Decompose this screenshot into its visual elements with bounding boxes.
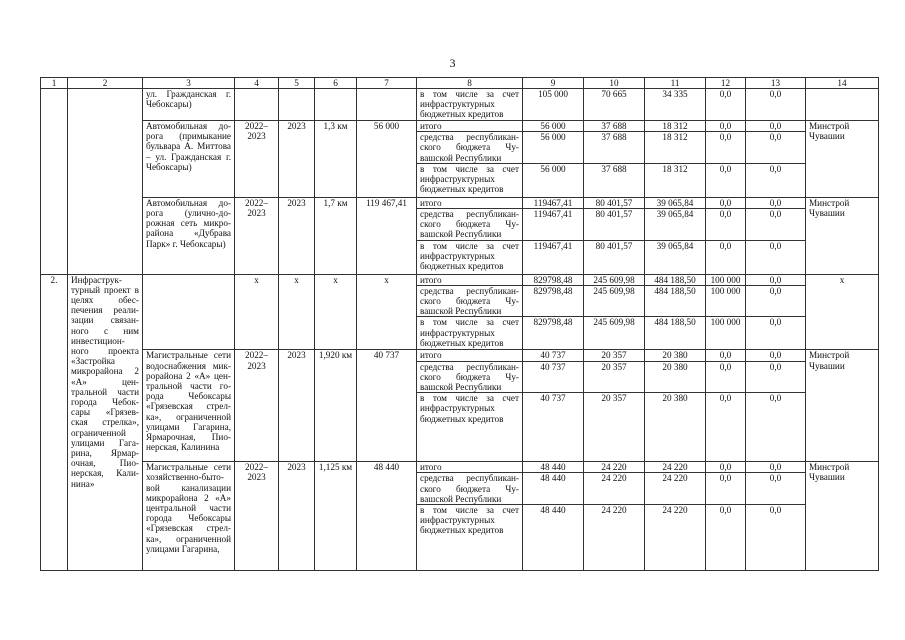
value-cell: 0,0 — [746, 163, 806, 197]
value-cell: 0,0 — [746, 274, 806, 285]
project-cell: Инфраструк-турный проект в целях обес-печения реали-зации связан-ного с ним инвестицион-ного проекта «Застройка микрорайона 2 «А» цен-тральной части города Чебок-сары «Грязев-ская стрелка», ограниченной улицами Гага-рина, Ярмар-очная, Пио-нерская, Кали-нина» — [68, 274, 143, 570]
value-cell: 56 000 — [523, 163, 584, 197]
value-cell: 245 609,98 — [584, 317, 645, 350]
value-cell: 0,0 — [706, 89, 746, 121]
funding-label: средства республикан-ского бюджета Чу-вашской Республики — [417, 473, 523, 505]
funding-label: в том числе за счет инфраструктурных бюджетных кредитов — [417, 505, 523, 571]
value-cell: 20 357 — [584, 350, 645, 361]
value-cell: 100 000 — [706, 285, 746, 317]
value-cell: 20 380 — [645, 350, 706, 361]
executor-cell: Минстрой Чувашии — [806, 121, 879, 198]
period-cell: x — [235, 274, 279, 350]
value-cell: 80 401,57 — [584, 240, 645, 274]
table-row — [41, 121, 879, 132]
value-cell: 0,0 — [706, 132, 746, 164]
value-cell: 18 312 — [645, 163, 706, 197]
value-cell: 0,0 — [706, 393, 746, 462]
cost-cell: 40 737 — [357, 350, 417, 462]
table-row — [41, 462, 879, 473]
value-cell: 0,0 — [746, 350, 806, 361]
period-cell: 2022–2023 — [235, 462, 279, 571]
funding-label: итого — [417, 197, 523, 208]
funding-label: итого — [417, 462, 523, 473]
value-cell: 34 335 — [645, 89, 706, 121]
value-cell: 39 065,84 — [645, 209, 706, 241]
value-cell: 48 440 — [523, 505, 584, 571]
funding-label: в том числе за счет инфраструктурных бюджетных кредитов — [417, 393, 523, 462]
object-name: ул. Гражданская г. Чебоксары) — [143, 89, 235, 121]
row-number-cell — [41, 89, 68, 275]
funding-label: средства республикан-ского бюджета Чу-вашской Республики — [417, 361, 523, 393]
year-cell: 2023 — [279, 350, 315, 462]
value-cell: 0,0 — [746, 197, 806, 208]
column-header: 11 — [645, 78, 706, 89]
value-cell: 39 065,84 — [645, 240, 706, 274]
value-cell: 0,0 — [706, 163, 746, 197]
value-cell: 484 188,50 — [645, 274, 706, 285]
funding-label: итого — [417, 121, 523, 132]
value-cell: 18 312 — [645, 121, 706, 132]
page-number: 3 — [449, 56, 456, 70]
funding-label: итого — [417, 350, 523, 361]
table-row — [41, 89, 879, 121]
column-header: 12 — [706, 78, 746, 89]
budget-table — [40, 77, 879, 571]
value-cell: 0,0 — [746, 89, 806, 121]
object-name: Магистральные сети водоснабжения мик-рорайона 2 «А» цен-тральной части го-рода Чебоксары «Грязевская стрел-ка», ограниченной улицами Гагарина, Ярмарочная, Пио-нерская, Калинина — [143, 350, 235, 462]
value-cell: 245 609,98 — [584, 274, 645, 285]
value-cell: 0,0 — [746, 317, 806, 350]
funding-label: в том числе за счет инфраструктурных бюджетных кредитов — [417, 163, 523, 197]
cost-cell: 119 467,41 — [357, 197, 417, 274]
value-cell: 80 401,57 — [584, 209, 645, 241]
value-cell: 0,0 — [746, 393, 806, 462]
object-name — [143, 274, 235, 350]
value-cell: 0,0 — [746, 121, 806, 132]
value-cell: 100 000 — [706, 274, 746, 285]
header-row — [41, 78, 879, 89]
funding-label: итого — [417, 274, 523, 285]
value-cell: 40 737 — [523, 350, 584, 361]
cost-cell: 56 000 — [357, 121, 417, 198]
value-cell: 119467,41 — [523, 240, 584, 274]
value-cell: 0,0 — [746, 361, 806, 393]
period-cell: 2022–2023 — [235, 197, 279, 274]
value-cell: 0,0 — [746, 240, 806, 274]
value-cell: 484 188,50 — [645, 285, 706, 317]
value-cell: 119467,41 — [523, 209, 584, 241]
value-cell: 0,0 — [706, 462, 746, 473]
value-cell: 48 440 — [523, 473, 584, 505]
funding-label: в том числе за счет инфраструктурных бюджетных кредитов — [417, 89, 523, 121]
executor-cell: Минстрой Чувашии — [806, 350, 879, 462]
year-cell: 2023 — [279, 197, 315, 274]
value-cell: 37 688 — [584, 132, 645, 164]
value-cell: 48 440 — [523, 462, 584, 473]
year-cell: 2023 — [279, 121, 315, 198]
value-cell: 37 688 — [584, 163, 645, 197]
year-cell: x — [279, 274, 315, 350]
capacity-cell: x — [315, 274, 357, 350]
executor-cell — [806, 89, 879, 121]
value-cell: 245 609,98 — [584, 285, 645, 317]
object-name: Автомобильная до-рога (улично-до-рожная сеть микро-района «Дубрава Парк» г. Чебоксары) — [143, 197, 235, 274]
value-cell: 70 665 — [584, 89, 645, 121]
value-cell: 0,0 — [706, 121, 746, 132]
value-cell: 0,0 — [706, 209, 746, 241]
cost-cell: x — [357, 274, 417, 350]
funding-label: средства республикан-ского бюджета Чу-вашской Республики — [417, 209, 523, 241]
capacity-cell: 1,7 км — [315, 197, 357, 274]
value-cell: 484 188,50 — [645, 317, 706, 350]
value-cell: 24 220 — [584, 462, 645, 473]
column-header: 10 — [584, 78, 645, 89]
column-header: 4 — [235, 78, 279, 89]
column-header: 1 — [41, 78, 68, 89]
funding-label: в том числе за счет инфраструктурных бюджетных кредитов — [417, 317, 523, 350]
funding-label: средства республикан-ского бюджета Чу-вашской Республики — [417, 132, 523, 164]
value-cell: 24 220 — [584, 473, 645, 505]
value-cell: 56 000 — [523, 121, 584, 132]
cost-cell: 48 440 — [357, 462, 417, 571]
value-cell: 829798,48 — [523, 274, 584, 285]
value-cell: 829798,48 — [523, 285, 584, 317]
value-cell: 0,0 — [746, 462, 806, 473]
column-header: 13 — [746, 78, 806, 89]
value-cell: 119467,41 — [523, 197, 584, 208]
value-cell: 20 380 — [645, 393, 706, 462]
value-cell: 0,0 — [706, 505, 746, 571]
value-cell: 0,0 — [746, 505, 806, 571]
value-cell: 0,0 — [706, 350, 746, 361]
project-cell — [68, 89, 143, 275]
executor-cell: x — [806, 274, 879, 350]
period-cell: 2022–2023 — [235, 121, 279, 198]
executor-cell: Минстрой Чувашии — [806, 462, 879, 571]
value-cell: 37 688 — [584, 121, 645, 132]
column-header: 7 — [357, 78, 417, 89]
value-cell: 0,0 — [706, 361, 746, 393]
column-header: 14 — [806, 78, 879, 89]
value-cell: 20 357 — [584, 393, 645, 462]
value-cell: 39 065,84 — [645, 197, 706, 208]
table-row — [41, 274, 879, 285]
value-cell: 100 000 — [706, 317, 746, 350]
value-cell: 18 312 — [645, 132, 706, 164]
period-cell: 2022–2023 — [235, 350, 279, 462]
column-header: 2 — [68, 78, 143, 89]
capacity-cell: 1,125 км — [315, 462, 357, 571]
object-name: Автомобильная до-рога (примыкание бульвара А. Миттова – ул. Гражданская г. Чебоксары) — [143, 121, 235, 198]
value-cell: 24 220 — [584, 505, 645, 571]
capacity-cell: 1,3 км — [315, 121, 357, 198]
executor-cell: Минстрой Чувашии — [806, 197, 879, 274]
funding-label: средства республикан-ского бюджета Чу-вашской Республики — [417, 285, 523, 317]
table-row — [41, 197, 879, 208]
value-cell: 20 380 — [645, 361, 706, 393]
value-cell: 20 357 — [584, 361, 645, 393]
value-cell: 829798,48 — [523, 317, 584, 350]
value-cell: 80 401,57 — [584, 197, 645, 208]
value-cell: 40 737 — [523, 361, 584, 393]
object-name: Магистральные сети хозяйственно-быто-вой канализации микрорайона 2 «А» центральной части города Чебоксары «Грязевская стрел-ка», ограниченной улицами Гагарина, — [143, 462, 235, 571]
value-cell: 0,0 — [746, 473, 806, 505]
table-row — [41, 350, 879, 361]
column-header: 9 — [523, 78, 584, 89]
value-cell: 24 220 — [645, 473, 706, 505]
column-header: 3 — [143, 78, 235, 89]
value-cell: 40 737 — [523, 393, 584, 462]
value-cell: 0,0 — [706, 473, 746, 505]
column-header: 5 — [279, 78, 315, 89]
value-cell: 0,0 — [706, 197, 746, 208]
value-cell: 0,0 — [746, 209, 806, 241]
value-cell: 56 000 — [523, 132, 584, 164]
funding-label: в том числе за счет инфраструктурных бюджетных кредитов — [417, 240, 523, 274]
row-number-cell: 2. — [41, 274, 68, 570]
value-cell: 24 220 — [645, 462, 706, 473]
value-cell: 24 220 — [645, 505, 706, 571]
value-cell: 0,0 — [706, 240, 746, 274]
value-cell: 0,0 — [746, 132, 806, 164]
column-header: 8 — [417, 78, 523, 89]
value-cell: 0,0 — [746, 285, 806, 317]
column-header: 6 — [315, 78, 357, 89]
year-cell: 2023 — [279, 462, 315, 571]
value-cell: 105 000 — [523, 89, 584, 121]
capacity-cell: 1,920 км — [315, 350, 357, 462]
